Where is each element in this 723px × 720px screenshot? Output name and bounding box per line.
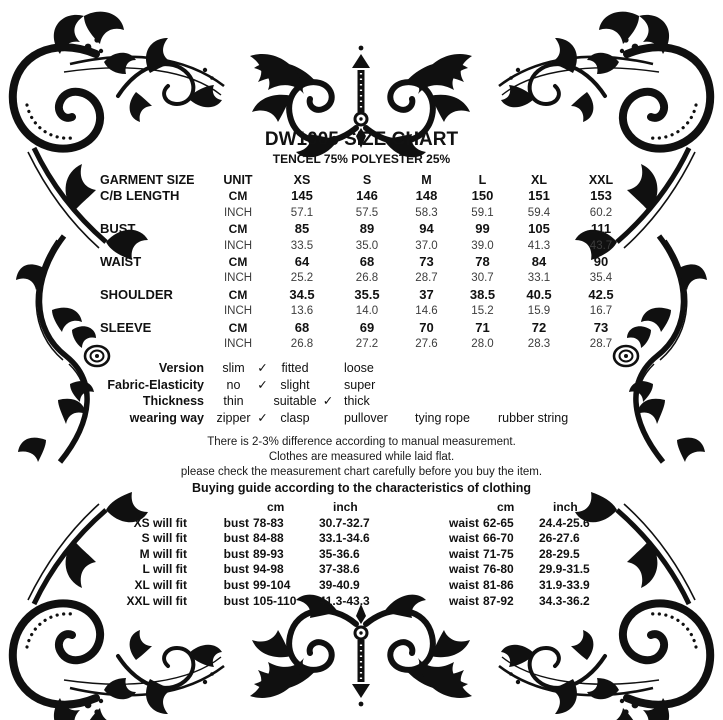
check-icon [320,360,336,377]
guide-cm-range: 99-104 [253,577,291,592]
measurement-value: 111 [590,221,612,237]
column-header: GARMENT SIZE [100,173,195,187]
guide-spacer [405,516,445,532]
attribute-option: loose [344,361,374,375]
guide-size-label: L will fit [142,562,187,577]
guide-part-label: waist [448,531,479,546]
garment-attributes [97,360,600,426]
guide-spacer [405,547,445,563]
attribute-option: zipper [216,410,251,425]
guide-spacer [405,562,445,578]
buying-guide-heading: Buying guide according to the characteristics of clothing [192,481,531,495]
guide-cm-range: 94-98 [253,562,284,577]
unit-label: CM [228,222,248,237]
measurement-value: 69 [359,319,375,335]
measurement-value: 84 [531,253,547,269]
measurement-value: 26.8 [355,272,379,285]
attribute-option: tying rope [415,410,470,425]
check-icon: ✓ [257,377,268,392]
measurement-value: 35.5 [354,286,380,302]
row-label: SLEEVE [100,319,152,335]
measurement-value: 14.6 [415,305,438,318]
attribute-option [490,377,600,394]
measurement-value: 59.4 [527,206,551,219]
guide-inch-range: 39-40.9 [319,577,360,592]
row-label: C/B LENGTH [100,188,180,204]
measurement-value: 150 [471,188,494,204]
guide-column-header: cm [267,500,285,514]
guide-inch-range: 26-27.6 [539,531,580,546]
row-label: BUST [100,221,136,237]
guide-part-label: waist [448,546,479,561]
check-icon: ✓ [257,361,268,375]
check-icon [320,377,336,394]
column-header: XS [293,173,311,187]
check-icon [320,410,336,427]
check-icon [255,393,270,410]
measurement-value: 27.2 [355,337,379,350]
measurement-value: 38.5 [469,286,496,302]
measurement-value: 71 [475,319,490,335]
guide-part-label: waist [448,593,479,608]
measurement-value: 33.1 [527,272,551,285]
unit-label: CM [228,287,248,302]
measurement-note-1: There is 2-3% difference according to manual measurement. [207,436,516,448]
measurement-value: 89 [359,221,375,237]
attribute-option: thick [344,394,370,408]
measurement-value: 64 [294,253,310,269]
column-header: XL [531,173,547,187]
measurement-value: 57.1 [290,206,314,219]
measurement-value: 73 [593,319,609,335]
measurement-value: 30.7 [471,272,494,285]
guide-cm-range: 81-86 [483,577,514,592]
row-label-spacer [100,205,208,221]
guide-size-label: XL will fit [134,577,187,592]
guide-header-spacer [405,500,445,516]
attribute-option: super [344,377,376,392]
measurement-note-3: please check the measurement chart carefully before you buy the item. [180,466,543,478]
guide-inch-range: 31.9-33.9 [539,577,590,592]
guide-cm-range: 76-80 [483,562,514,577]
guide-cm-range: 87-92 [483,593,514,608]
measurement-value: 151 [528,188,550,204]
measurement-value: 43.7 [589,239,613,252]
row-label: WAIST [100,253,142,269]
measurement-value: 35.0 [355,239,379,252]
guide-spacer [405,594,445,610]
measurement-value: 148 [415,188,438,204]
attribute-option [490,393,600,410]
guide-inch-range: 37-38.6 [319,562,360,577]
unit-label: CM [228,189,248,204]
attribute-label: Thickness [142,394,204,408]
column-header: UNIT [223,173,253,187]
guide-spacer [405,531,445,547]
measurement-value: 28.0 [471,337,494,350]
attribute-option: rubber string [498,410,569,425]
measurement-value: 25.2 [290,272,314,285]
measurement-value: 94 [419,221,434,237]
fabric-composition: TENCEL 75% POLYESTER 25% [272,152,451,166]
measurement-value: 105 [528,221,550,237]
measurement-note-2: Clothes are measured while laid flat. [268,451,455,463]
unit-label: INCH [223,337,253,350]
guide-size-label: S will fit [141,531,187,546]
page-title: DW1005 SIZE CHART [264,129,459,150]
attribute-option: clasp [280,410,310,425]
guide-inch-range: 28-29.5 [539,546,580,561]
guide-inch-range: 33.1-34.6 [319,531,370,546]
measurement-value: 16.7 [589,305,613,318]
guide-column-header: cm [497,500,515,514]
guide-column-header: inch [333,500,358,514]
measurement-value: 39.0 [471,239,494,252]
guide-header-spacer [105,500,191,516]
row-label-spacer [100,270,208,286]
row-label-spacer [100,238,208,254]
guide-inch-range: 24.4-25.6 [539,515,590,530]
unit-label: INCH [223,206,253,219]
attribute-option: pullover [344,410,388,425]
measurement-value: 37.0 [415,239,438,252]
guide-cm-range: 84-88 [253,531,284,546]
measurement-value: 68 [294,319,310,335]
measurement-value: 28.7 [415,272,438,285]
guide-size-label: XXL will fit [126,593,187,608]
attribute-option: suitable [273,394,317,408]
measurement-value: 33.5 [290,239,314,252]
buying-guide-table [105,500,623,609]
measurement-value: 85 [294,221,310,237]
check-icon: ✓ [322,394,334,408]
guide-cm-range: 78-83 [253,515,284,530]
measurement-value: 70 [419,319,434,335]
attribute-option: no [226,377,241,392]
measurement-value: 99 [475,221,490,237]
measurement-value: 14.0 [355,305,379,318]
measurement-value: 68 [359,253,375,269]
size-measurement-table [100,172,634,352]
check-icon: ✓ [257,410,268,425]
unit-label: INCH [223,305,253,318]
guide-part-label: bust [223,531,249,546]
measurement-value: 15.2 [471,305,494,318]
attribute-label: wearing way [129,410,204,425]
guide-column-header: inch [553,500,578,514]
measurement-value: 90 [593,253,609,269]
measurement-value: 37 [419,286,434,302]
guide-part-label: bust [223,577,249,592]
guide-cm-range: 62-65 [483,515,514,530]
attribute-option [407,377,490,394]
attribute-option: thin [223,394,244,408]
measurement-value: 42.5 [588,286,614,302]
guide-part-label: bust [223,593,249,608]
unit-label: CM [228,254,248,269]
attribute-option [407,393,490,410]
measurement-value: 41.3 [527,239,551,252]
measurement-value: 28.7 [589,337,613,350]
attribute-label: Fabric-Elasticity [107,377,204,392]
guide-part-label: bust [223,515,249,530]
guide-size-label: M will fit [139,546,187,561]
measurement-value: 78 [475,253,490,269]
measurement-value: 35.4 [589,272,613,285]
measurement-value: 28.3 [527,337,551,350]
guide-part-label: waist [448,577,479,592]
measurement-value: 153 [590,188,612,204]
unit-label: INCH [223,272,253,285]
guide-inch-range: 41.3-43.3 [319,593,370,608]
column-header: M [421,173,432,187]
attribute-option: slight [280,377,310,392]
row-label-spacer [100,303,208,319]
column-header: S [362,173,372,187]
guide-header-spacer [445,500,483,516]
measurement-value: 72 [531,319,547,335]
measurement-value: 58.3 [415,206,438,219]
guide-part-label: bust [223,562,249,577]
row-label-spacer [100,336,208,352]
guide-cm-range: 89-93 [253,546,284,561]
measurement-value: 145 [291,188,313,204]
measurement-value: 40.5 [526,286,552,302]
measurement-value: 13.6 [290,305,314,318]
guide-spacer [405,578,445,594]
attribute-option: slim [222,361,245,375]
row-label: SHOULDER [100,286,173,302]
unit-label: CM [228,320,248,335]
column-header: L [478,173,487,187]
guide-header-spacer [191,500,253,516]
measurement-value: 57.5 [355,206,379,219]
measurement-value: 34.5 [289,286,315,302]
guide-inch-range: 29.9-31.5 [539,562,590,577]
attribute-label: Version [158,361,204,375]
guide-part-label: bust [223,546,249,561]
guide-inch-range: 34.3-36.2 [539,593,590,608]
column-header: XXL [588,173,614,187]
guide-part-label: waist [448,562,479,577]
measurement-value: 60.2 [589,206,613,219]
guide-cm-range: 71-75 [483,546,514,561]
attribute-option: fitted [281,361,309,375]
guide-cm-range: 105-110 [253,593,297,608]
attribute-option [407,360,490,377]
measurement-value: 15.9 [527,305,551,318]
measurement-value: 26.8 [290,337,314,350]
measurement-value: 59.1 [471,206,494,219]
guide-size-label: XS will fit [133,515,187,530]
guide-inch-range: 30.7-32.7 [319,515,370,530]
attribute-option [490,360,600,377]
measurement-value: 27.6 [415,337,438,350]
guide-inch-range: 35-36.6 [319,546,360,561]
measurement-value: 146 [356,188,378,204]
unit-label: INCH [223,239,253,252]
guide-cm-range: 66-70 [483,531,514,546]
measurement-value: 73 [419,253,434,269]
guide-part-label: waist [448,515,479,530]
